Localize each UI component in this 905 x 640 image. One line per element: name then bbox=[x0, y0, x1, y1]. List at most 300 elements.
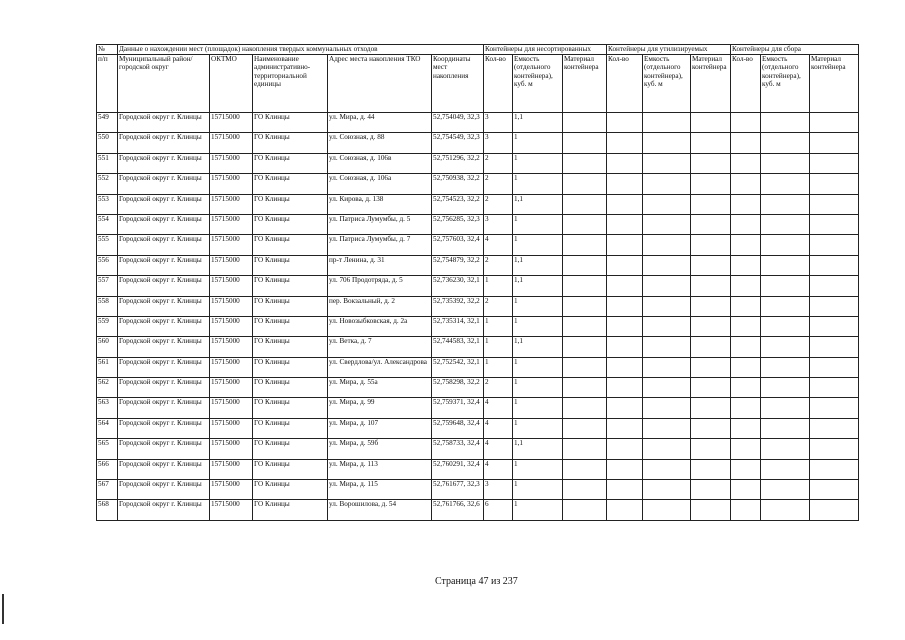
cell-unsorted-material bbox=[563, 296, 607, 316]
table-row bbox=[97, 255, 859, 275]
cell-address: ул. Союзная, д. 88 bbox=[328, 133, 432, 153]
cell-coords: 52,758733, 32,4 bbox=[432, 439, 484, 459]
cell-district: Городской округ г. Клинцы bbox=[118, 296, 210, 316]
cell-district: Городской округ г. Клинцы bbox=[118, 153, 210, 173]
cell-recycle-material bbox=[691, 153, 731, 173]
cell-territory: ГО Клинцы bbox=[253, 235, 328, 255]
row-number: 553 bbox=[97, 194, 118, 214]
cell-address: ул. Патриса Лумумбы, д. 7 bbox=[328, 235, 432, 255]
cell-collect-count bbox=[731, 113, 761, 133]
cell-district: Городской округ г. Клинцы bbox=[118, 194, 210, 214]
cell-recycle-material bbox=[691, 214, 731, 234]
cell-coords: 52,758298, 32,2 bbox=[432, 378, 484, 398]
cell-unsorted-material bbox=[563, 500, 607, 520]
cell-unsorted-material bbox=[563, 255, 607, 275]
row-number: 556 bbox=[97, 255, 118, 275]
cell-territory: ГО Клинцы bbox=[253, 276, 328, 296]
cell-unsorted-count: 1 bbox=[484, 316, 513, 336]
header-address: Адрес места накопления ТКО bbox=[328, 55, 432, 113]
cell-recycle-material bbox=[691, 255, 731, 275]
cell-recycle-count bbox=[607, 398, 643, 418]
row-number: 557 bbox=[97, 276, 118, 296]
cell-address: пр-т Ленина, д. 31 bbox=[328, 255, 432, 275]
cell-unsorted-material bbox=[563, 357, 607, 377]
cell-district: Городской округ г. Клинцы bbox=[118, 133, 210, 153]
cell-unsorted-material bbox=[563, 174, 607, 194]
cell-recycle-capacity bbox=[643, 439, 691, 459]
cell-collect-material bbox=[810, 398, 859, 418]
cell-unsorted-capacity: 1 bbox=[513, 296, 563, 316]
cell-recycle-capacity bbox=[643, 480, 691, 500]
cell-recycle-capacity bbox=[643, 214, 691, 234]
cell-collect-material bbox=[810, 214, 859, 234]
cell-territory: ГО Клинцы bbox=[253, 133, 328, 153]
row-number: 565 bbox=[97, 439, 118, 459]
cell-collect-capacity bbox=[761, 214, 810, 234]
cell-oktmo: 15715000 bbox=[210, 174, 253, 194]
table-row bbox=[97, 296, 859, 316]
cell-unsorted-capacity: 1,1 bbox=[513, 113, 563, 133]
row-number: 558 bbox=[97, 296, 118, 316]
cell-recycle-material bbox=[691, 357, 731, 377]
cell-address: ул. Мира, д. 115 bbox=[328, 480, 432, 500]
cell-collect-count bbox=[731, 316, 761, 336]
cell-collect-count bbox=[731, 255, 761, 275]
header-recycle-material: Материал контейнера bbox=[691, 55, 731, 113]
cell-territory: ГО Клинцы bbox=[253, 194, 328, 214]
cell-district: Городской округ г. Клинцы bbox=[118, 235, 210, 255]
cell-recycle-count bbox=[607, 255, 643, 275]
cell-district: Городской округ г. Клинцы bbox=[118, 480, 210, 500]
cell-address: ул. Ветка, д. 7 bbox=[328, 337, 432, 357]
cell-recycle-capacity bbox=[643, 276, 691, 296]
cell-recycle-capacity bbox=[643, 378, 691, 398]
table-row bbox=[97, 459, 859, 479]
registry-table bbox=[96, 44, 859, 521]
cell-recycle-material bbox=[691, 316, 731, 336]
cell-recycle-capacity bbox=[643, 235, 691, 255]
cell-collect-count bbox=[731, 357, 761, 377]
cell-collect-count bbox=[731, 214, 761, 234]
cell-unsorted-capacity: 1 bbox=[513, 500, 563, 520]
cell-recycle-count bbox=[607, 276, 643, 296]
cell-collect-count bbox=[731, 194, 761, 214]
cell-territory: ГО Клинцы bbox=[253, 316, 328, 336]
cell-unsorted-material bbox=[563, 214, 607, 234]
cell-collect-material bbox=[810, 316, 859, 336]
cell-recycle-capacity bbox=[643, 459, 691, 479]
table-row bbox=[97, 418, 859, 438]
cell-coords: 52,760291, 32,4 bbox=[432, 459, 484, 479]
row-number: 555 bbox=[97, 235, 118, 255]
cell-coords: 52,754549, 32,3 bbox=[432, 133, 484, 153]
cell-territory: ГО Клинцы bbox=[253, 398, 328, 418]
cell-address: ул. Мира, д. 59б bbox=[328, 439, 432, 459]
cell-collect-capacity bbox=[761, 357, 810, 377]
cell-coords: 52,752542, 32,1 bbox=[432, 357, 484, 377]
cell-oktmo: 15715000 bbox=[210, 378, 253, 398]
cell-unsorted-count: 2 bbox=[484, 296, 513, 316]
cell-district: Городской округ г. Клинцы bbox=[118, 214, 210, 234]
cell-address: ул. 706 Продотряда, д. 5 bbox=[328, 276, 432, 296]
cell-unsorted-capacity: 1 bbox=[513, 357, 563, 377]
cell-unsorted-count: 2 bbox=[484, 194, 513, 214]
cell-collect-capacity bbox=[761, 296, 810, 316]
cell-district: Городской округ г. Клинцы bbox=[118, 316, 210, 336]
table-row bbox=[97, 214, 859, 234]
cell-collect-count bbox=[731, 235, 761, 255]
header-columns-row bbox=[97, 55, 859, 113]
table-row bbox=[97, 235, 859, 255]
cell-recycle-material bbox=[691, 337, 731, 357]
row-number: 559 bbox=[97, 316, 118, 336]
cell-territory: ГО Клинцы bbox=[253, 153, 328, 173]
row-number: 550 bbox=[97, 133, 118, 153]
cell-collect-capacity bbox=[761, 378, 810, 398]
cell-district: Городской округ г. Клинцы bbox=[118, 113, 210, 133]
cell-unsorted-capacity: 1,1 bbox=[513, 276, 563, 296]
cell-collect-capacity bbox=[761, 255, 810, 275]
cell-collect-material bbox=[810, 276, 859, 296]
cell-collect-material bbox=[810, 418, 859, 438]
page-number: Страница 47 из 237 bbox=[435, 576, 518, 587]
cell-territory: ГО Клинцы bbox=[253, 214, 328, 234]
cell-territory: ГО Клинцы bbox=[253, 418, 328, 438]
cell-coords: 52,759648, 32,4 bbox=[432, 418, 484, 438]
cell-collect-material bbox=[810, 296, 859, 316]
table-row bbox=[97, 316, 859, 336]
table-header bbox=[97, 45, 859, 113]
cell-unsorted-capacity: 1 bbox=[513, 480, 563, 500]
cell-unsorted-material bbox=[563, 439, 607, 459]
cell-territory: ГО Клинцы bbox=[253, 357, 328, 377]
header-recycle-count: Кол-во bbox=[607, 55, 643, 113]
row-number: 561 bbox=[97, 357, 118, 377]
cell-address: ул. Новозыбковская, д. 2а bbox=[328, 316, 432, 336]
cell-unsorted-capacity: 1,1 bbox=[513, 194, 563, 214]
row-number: 554 bbox=[97, 214, 118, 234]
cell-unsorted-count: 3 bbox=[484, 214, 513, 234]
cell-coords: 52,736230, 32,1 bbox=[432, 276, 484, 296]
cell-unsorted-capacity: 1 bbox=[513, 378, 563, 398]
cell-collect-count bbox=[731, 337, 761, 357]
cell-district: Городской округ г. Клинцы bbox=[118, 398, 210, 418]
cell-unsorted-capacity: 1 bbox=[513, 174, 563, 194]
cell-coords: 52,756285, 32,3 bbox=[432, 214, 484, 234]
cell-collect-count bbox=[731, 296, 761, 316]
cell-recycle-count bbox=[607, 316, 643, 336]
cell-recycle-capacity bbox=[643, 113, 691, 133]
cell-coords: 52,761677, 32,3 bbox=[432, 480, 484, 500]
cell-address: ул. Союзная, д. 106а bbox=[328, 174, 432, 194]
cell-collect-capacity bbox=[761, 276, 810, 296]
margin-mark bbox=[2, 594, 4, 624]
cell-collect-count bbox=[731, 153, 761, 173]
row-number: 563 bbox=[97, 398, 118, 418]
header-unsorted-count: Кол-во bbox=[484, 55, 513, 113]
cell-collect-material bbox=[810, 174, 859, 194]
cell-collect-material bbox=[810, 500, 859, 520]
row-number: 564 bbox=[97, 418, 118, 438]
cell-recycle-material bbox=[691, 459, 731, 479]
cell-collect-count bbox=[731, 398, 761, 418]
cell-recycle-capacity bbox=[643, 418, 691, 438]
cell-district: Городской округ г. Клинцы bbox=[118, 174, 210, 194]
cell-territory: ГО Клинцы bbox=[253, 174, 328, 194]
cell-address: ул. Мира, д. 107 bbox=[328, 418, 432, 438]
cell-oktmo: 15715000 bbox=[210, 133, 253, 153]
cell-unsorted-count: 4 bbox=[484, 418, 513, 438]
header-coords: Координаты мест накопления bbox=[432, 55, 484, 113]
header-group-location: Данные о нахождении мест (площадок) накопления твердых коммунальных отходов bbox=[118, 45, 484, 55]
cell-coords: 52,751296, 32,2 bbox=[432, 153, 484, 173]
cell-unsorted-count: 2 bbox=[484, 255, 513, 275]
cell-collect-capacity bbox=[761, 153, 810, 173]
row-number: 567 bbox=[97, 480, 118, 500]
cell-recycle-count bbox=[607, 357, 643, 377]
cell-unsorted-count: 3 bbox=[484, 113, 513, 133]
cell-collect-capacity bbox=[761, 113, 810, 133]
cell-recycle-capacity bbox=[643, 337, 691, 357]
cell-recycle-material bbox=[691, 113, 731, 133]
cell-address: ул. Свердлова/ул. Александрова bbox=[328, 357, 432, 377]
cell-address: пер. Вокзальный, д. 2 bbox=[328, 296, 432, 316]
cell-unsorted-count: 1 bbox=[484, 276, 513, 296]
cell-unsorted-capacity: 1 bbox=[513, 316, 563, 336]
cell-collect-count bbox=[731, 418, 761, 438]
cell-territory: ГО Клинцы bbox=[253, 500, 328, 520]
cell-unsorted-count: 1 bbox=[484, 337, 513, 357]
cell-unsorted-capacity: 1 bbox=[513, 398, 563, 418]
cell-oktmo: 15715000 bbox=[210, 439, 253, 459]
cell-address: ул. Ворошилова, д. 54 bbox=[328, 500, 432, 520]
cell-oktmo: 15715000 bbox=[210, 296, 253, 316]
cell-unsorted-count: 2 bbox=[484, 378, 513, 398]
cell-unsorted-capacity: 1 bbox=[513, 214, 563, 234]
cell-collect-count bbox=[731, 133, 761, 153]
cell-recycle-material bbox=[691, 480, 731, 500]
cell-coords: 52,750938, 32,2 bbox=[432, 174, 484, 194]
cell-oktmo: 15715000 bbox=[210, 337, 253, 357]
cell-recycle-count bbox=[607, 439, 643, 459]
cell-recycle-count bbox=[607, 153, 643, 173]
cell-coords: 52,754049, 32,3 bbox=[432, 113, 484, 133]
cell-unsorted-count: 2 bbox=[484, 174, 513, 194]
cell-territory: ГО Клинцы bbox=[253, 337, 328, 357]
row-number: 551 bbox=[97, 153, 118, 173]
row-number: 552 bbox=[97, 174, 118, 194]
cell-unsorted-capacity: 1 bbox=[513, 153, 563, 173]
cell-territory: ГО Клинцы bbox=[253, 296, 328, 316]
cell-oktmo: 15715000 bbox=[210, 357, 253, 377]
cell-recycle-count bbox=[607, 296, 643, 316]
cell-unsorted-material bbox=[563, 133, 607, 153]
cell-collect-material bbox=[810, 378, 859, 398]
cell-coords: 52,744583, 32,1 bbox=[432, 337, 484, 357]
cell-recycle-material bbox=[691, 133, 731, 153]
cell-oktmo: 15715000 bbox=[210, 113, 253, 133]
cell-collect-material bbox=[810, 337, 859, 357]
cell-unsorted-count: 6 bbox=[484, 500, 513, 520]
cell-recycle-capacity bbox=[643, 500, 691, 520]
cell-recycle-count bbox=[607, 235, 643, 255]
cell-collect-capacity bbox=[761, 480, 810, 500]
cell-unsorted-count: 4 bbox=[484, 235, 513, 255]
header-collect-count: Кол-во bbox=[731, 55, 761, 113]
cell-unsorted-material bbox=[563, 153, 607, 173]
cell-unsorted-material bbox=[563, 418, 607, 438]
table-row bbox=[97, 194, 859, 214]
cell-recycle-capacity bbox=[643, 357, 691, 377]
cell-territory: ГО Клинцы bbox=[253, 378, 328, 398]
cell-district: Городской округ г. Клинцы bbox=[118, 500, 210, 520]
cell-oktmo: 15715000 bbox=[210, 480, 253, 500]
table-row bbox=[97, 276, 859, 296]
cell-territory: ГО Клинцы bbox=[253, 255, 328, 275]
cell-recycle-count bbox=[607, 337, 643, 357]
table-row bbox=[97, 337, 859, 357]
cell-coords: 52,735392, 32,2 bbox=[432, 296, 484, 316]
cell-unsorted-count: 4 bbox=[484, 439, 513, 459]
cell-recycle-count bbox=[607, 459, 643, 479]
cell-territory: ГО Клинцы bbox=[253, 439, 328, 459]
cell-unsorted-material bbox=[563, 235, 607, 255]
cell-territory: ГО Клинцы bbox=[253, 113, 328, 133]
cell-oktmo: 15715000 bbox=[210, 316, 253, 336]
row-number: 549 bbox=[97, 113, 118, 133]
cell-recycle-count bbox=[607, 113, 643, 133]
header-district: Муниципальный район/городской округ bbox=[118, 55, 210, 113]
cell-oktmo: 15715000 bbox=[210, 153, 253, 173]
cell-collect-count bbox=[731, 459, 761, 479]
cell-recycle-material bbox=[691, 439, 731, 459]
cell-unsorted-count: 4 bbox=[484, 398, 513, 418]
cell-collect-material bbox=[810, 113, 859, 133]
cell-recycle-material bbox=[691, 378, 731, 398]
header-collect-capacity: Емкость (отдельного контейнера), куб. м bbox=[761, 55, 810, 113]
cell-address: ул. Мира, д. 44 bbox=[328, 113, 432, 133]
cell-recycle-count bbox=[607, 133, 643, 153]
cell-address: ул. Мира, д. 55а bbox=[328, 378, 432, 398]
cell-collect-capacity bbox=[761, 174, 810, 194]
cell-oktmo: 15715000 bbox=[210, 398, 253, 418]
header-group-collect: Контейнеры для сбора bbox=[731, 45, 859, 55]
cell-unsorted-material bbox=[563, 378, 607, 398]
cell-unsorted-count: 3 bbox=[484, 480, 513, 500]
cell-district: Городской округ г. Клинцы bbox=[118, 337, 210, 357]
cell-district: Городской округ г. Клинцы bbox=[118, 276, 210, 296]
cell-recycle-capacity bbox=[643, 398, 691, 418]
cell-coords: 52,757603, 32,4 bbox=[432, 235, 484, 255]
cell-collect-material bbox=[810, 439, 859, 459]
cell-unsorted-capacity: 1 bbox=[513, 235, 563, 255]
cell-coords: 52,761766, 32,6 bbox=[432, 500, 484, 520]
header-num-sub: п/п bbox=[97, 55, 118, 113]
cell-collect-count bbox=[731, 480, 761, 500]
cell-recycle-count bbox=[607, 500, 643, 520]
cell-recycle-count bbox=[607, 378, 643, 398]
table-row bbox=[97, 357, 859, 377]
cell-recycle-count bbox=[607, 418, 643, 438]
cell-unsorted-material bbox=[563, 113, 607, 133]
cell-coords: 52,759371, 32,4 bbox=[432, 398, 484, 418]
cell-oktmo: 15715000 bbox=[210, 276, 253, 296]
cell-unsorted-material bbox=[563, 398, 607, 418]
cell-district: Городской округ г. Клинцы bbox=[118, 255, 210, 275]
cell-address: ул. Мира, д. 99 bbox=[328, 398, 432, 418]
table-row bbox=[97, 439, 859, 459]
cell-address: ул. Кирова, д. 138 bbox=[328, 194, 432, 214]
cell-recycle-count bbox=[607, 174, 643, 194]
cell-unsorted-material bbox=[563, 194, 607, 214]
header-collect-material: Материал контейнера bbox=[810, 55, 859, 113]
cell-collect-material bbox=[810, 194, 859, 214]
cell-collect-capacity bbox=[761, 418, 810, 438]
cell-recycle-material bbox=[691, 194, 731, 214]
table-row bbox=[97, 480, 859, 500]
cell-collect-capacity bbox=[761, 133, 810, 153]
cell-recycle-capacity bbox=[643, 194, 691, 214]
cell-unsorted-count: 2 bbox=[484, 153, 513, 173]
row-number: 560 bbox=[97, 337, 118, 357]
header-unsorted-capacity: Емкость (отдельного контейнера), куб. м bbox=[513, 55, 563, 113]
cell-collect-count bbox=[731, 276, 761, 296]
cell-collect-count bbox=[731, 378, 761, 398]
header-oktmo: ОКТМО bbox=[210, 55, 253, 113]
cell-recycle-material bbox=[691, 398, 731, 418]
cell-recycle-capacity bbox=[643, 153, 691, 173]
header-group-recycle: Контейнеры для утилизируемых bbox=[607, 45, 731, 55]
cell-district: Городской округ г. Клинцы bbox=[118, 418, 210, 438]
cell-oktmo: 15715000 bbox=[210, 459, 253, 479]
table-row bbox=[97, 113, 859, 133]
cell-oktmo: 15715000 bbox=[210, 255, 253, 275]
cell-recycle-material bbox=[691, 418, 731, 438]
cell-collect-material bbox=[810, 255, 859, 275]
row-number: 566 bbox=[97, 459, 118, 479]
cell-district: Городской округ г. Клинцы bbox=[118, 439, 210, 459]
cell-recycle-material bbox=[691, 296, 731, 316]
table-row bbox=[97, 133, 859, 153]
cell-address: ул. Союзная, д. 106в bbox=[328, 153, 432, 173]
table-row bbox=[97, 153, 859, 173]
cell-oktmo: 15715000 bbox=[210, 418, 253, 438]
cell-oktmo: 15715000 bbox=[210, 500, 253, 520]
cell-territory: ГО Клинцы bbox=[253, 459, 328, 479]
cell-unsorted-material bbox=[563, 337, 607, 357]
cell-recycle-count bbox=[607, 480, 643, 500]
cell-collect-capacity bbox=[761, 439, 810, 459]
cell-collect-material bbox=[810, 480, 859, 500]
header-unsorted-material: Материал контейнера bbox=[563, 55, 607, 113]
cell-address: ул. Патриса Лумумбы, д. 5 bbox=[328, 214, 432, 234]
cell-unsorted-capacity: 1 bbox=[513, 133, 563, 153]
cell-recycle-capacity bbox=[643, 133, 691, 153]
table-row bbox=[97, 398, 859, 418]
cell-unsorted-count: 4 bbox=[484, 459, 513, 479]
cell-district: Городской округ г. Клинцы bbox=[118, 378, 210, 398]
cell-unsorted-count: 1 bbox=[484, 357, 513, 377]
cell-territory: ГО Клинцы bbox=[253, 480, 328, 500]
cell-unsorted-material bbox=[563, 480, 607, 500]
cell-collect-capacity bbox=[761, 500, 810, 520]
table-row bbox=[97, 500, 859, 520]
cell-unsorted-capacity: 1,1 bbox=[513, 255, 563, 275]
cell-recycle-material bbox=[691, 174, 731, 194]
cell-address: ул. Мира, д. 113 bbox=[328, 459, 432, 479]
cell-recycle-capacity bbox=[643, 316, 691, 336]
cell-unsorted-capacity: 1 bbox=[513, 418, 563, 438]
